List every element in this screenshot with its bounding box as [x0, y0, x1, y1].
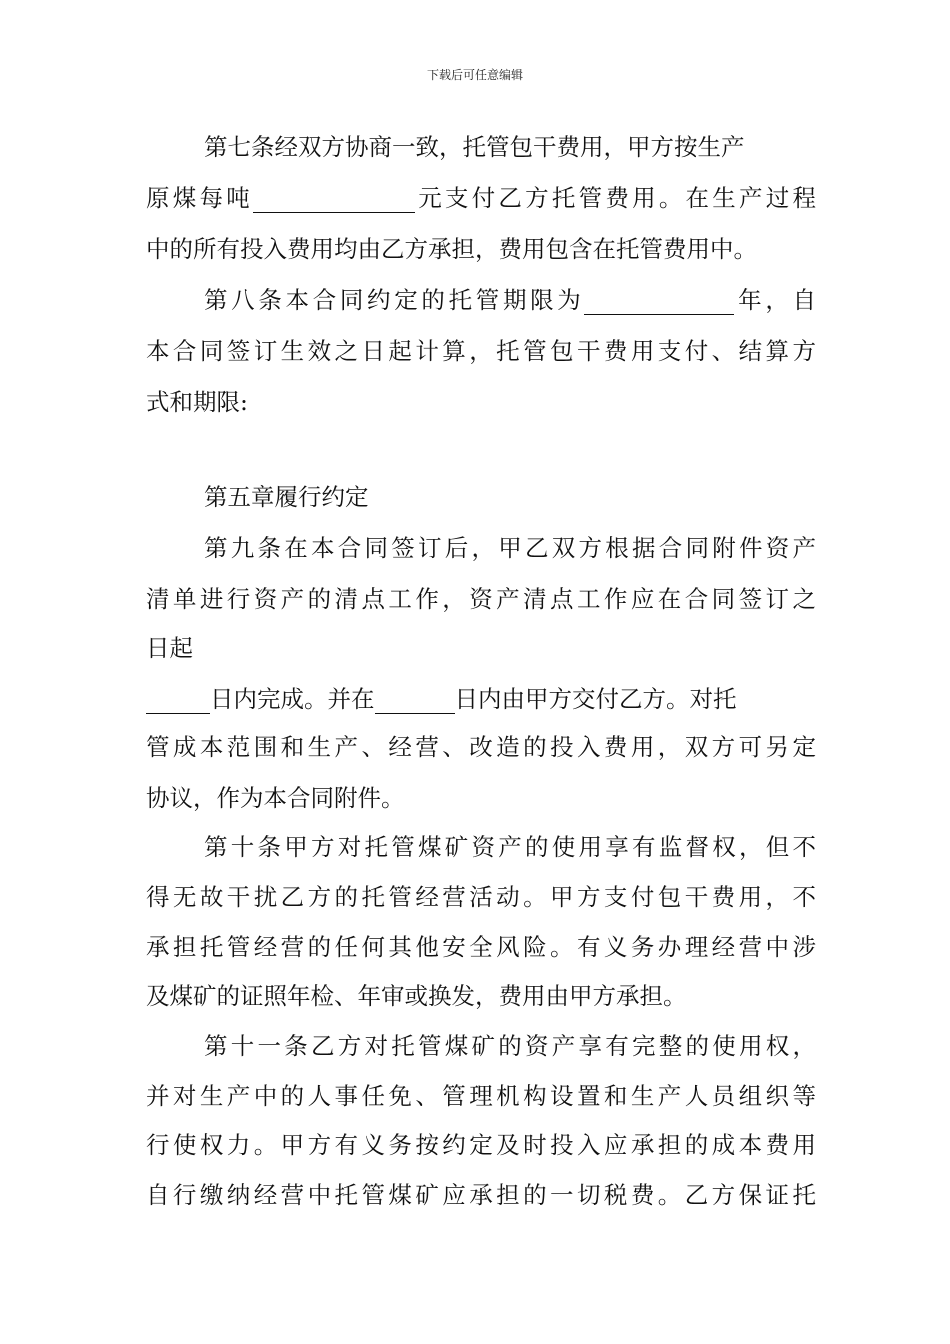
text-segment: 日内完成。并在 [210, 685, 375, 713]
text-segment: 中的所有投入费用均由乙方承担，费用包含在托管费用中。 [146, 235, 757, 263]
article-11-line-4 [146, 1170, 816, 1221]
text-segment: 行使权力。甲方有义务按约定及时投入应承担的成本费用 [146, 1131, 816, 1159]
article-11-line-3 [146, 1120, 816, 1171]
article-10-line-2 [146, 872, 816, 923]
text-segment: 及煤矿的证照年检、年审或换发，费用由甲方承担。 [146, 982, 687, 1010]
text-segment: 承担托管经营的任何其他安全风险。有义务办理经营中涉 [146, 933, 816, 961]
article-9-line-5 [146, 722, 816, 773]
article-11-line-2 [146, 1071, 816, 1122]
article-10-line-4 [146, 971, 816, 1022]
article-8-line-2 [146, 326, 816, 377]
page-header-note: 下载后可任意编辑 [426, 68, 523, 82]
text-segment: 自行缴纳经营中托管煤矿应承担的一切税费。乙方保证托 [146, 1181, 816, 1209]
text-segment: 原煤每吨 [146, 184, 253, 212]
article-7-line-3 [146, 224, 816, 275]
fill-blank-days-2 [375, 685, 455, 714]
article-9-line-2 [146, 574, 816, 625]
text-segment: 第九条在本合同签订后，甲乙双方根据合同附件资产 [204, 534, 816, 562]
text-segment: 式和期限: [146, 388, 248, 416]
article-10-line-3 [146, 922, 816, 973]
text-segment: 日起 [146, 634, 193, 662]
text-segment: 并对生产中的人事任免、管理机构设置和生产人员组织等 [146, 1082, 816, 1110]
article-9-line-1 [204, 523, 816, 574]
text-segment: 第十条甲方对托管煤矿资产的使用享有监督权，但不 [204, 833, 816, 861]
article-7-line-1 [204, 122, 816, 173]
article-9-line-3 [146, 623, 816, 674]
text-segment: 年，自 [734, 286, 817, 314]
text-segment: 管成本范围和生产、经营、改造的投入费用，双方可另定 [146, 733, 816, 761]
text-segment: 第七条经双方协商一致，托管包干费用，甲方按生产 [204, 133, 745, 161]
article-8-line-1 [204, 275, 816, 326]
text-segment: 第八条本合同约定的托管期限为 [204, 286, 585, 314]
text-segment: 协议，作为本合同附件。 [146, 784, 405, 812]
fill-blank-term [584, 286, 734, 315]
article-9-line-6 [146, 773, 816, 824]
article-8-line-3 [146, 377, 816, 428]
chapter-5-heading [204, 472, 874, 523]
article-9-line-4 [146, 674, 816, 725]
fill-blank-days-1 [146, 685, 210, 714]
text-segment: 日内由甲方交付乙方。对托 [454, 685, 737, 713]
article-11-line-1 [204, 1021, 816, 1072]
fill-blank-price [253, 184, 415, 213]
text-segment: 元支付乙方托管费用。在生产过程 [414, 184, 817, 212]
article-7-line-2 [146, 173, 816, 224]
text-segment: 第十一条乙方对托管煤矿的资产享有完整的使用权， [204, 1032, 816, 1060]
article-10-line-1 [204, 822, 816, 873]
text-segment: 第五章履行约定 [204, 483, 369, 511]
text-segment: 得无故干扰乙方的托管经营活动。甲方支付包干费用，不 [146, 883, 816, 911]
text-segment: 清单进行资产的清点工作，资产清点工作应在合同签订之 [146, 585, 816, 613]
text-segment: 本合同签订生效之日起计算，托管包干费用支付、结算方 [146, 337, 816, 365]
